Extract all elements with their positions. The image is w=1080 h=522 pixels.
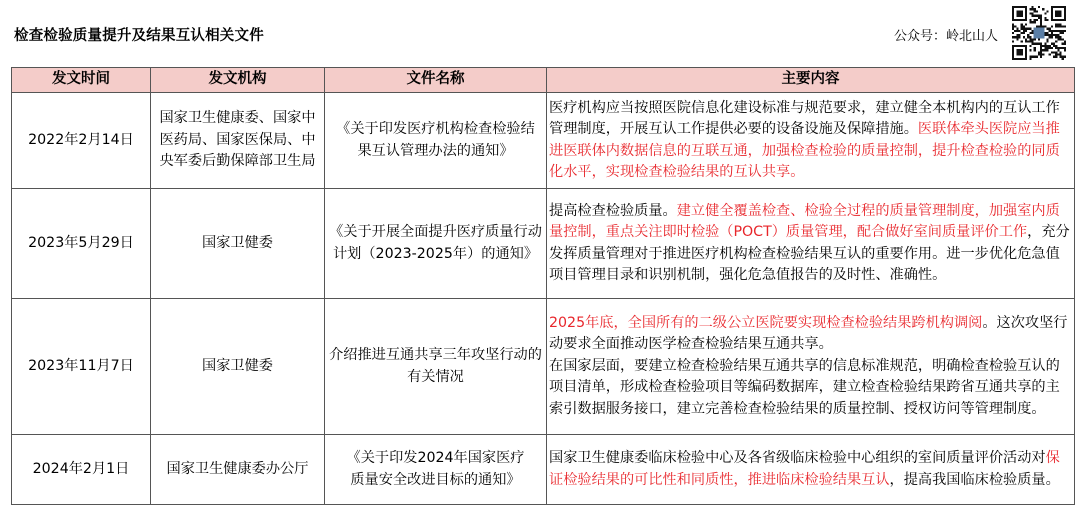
col-header-date: 发文时间 — [12, 68, 151, 93]
content-segment: 国家卫生健康委临床检验中心及各省级临床检验中心组织的室间质量评价活动对 — [549, 450, 1046, 466]
row-content — [547, 93, 1075, 189]
row-doc-name-text: 《关于印发医疗机构检查检验结果互认管理办法的通知》 — [336, 121, 535, 159]
content-segment: 在国家层面，要建立检查检验结果互通共享的信息标准规范，明确检查检验互认的项目清单，形成检查检验项目等编码数据库，建立检查检验结果跨省互通共享的主索引数据服务接口，建立完善检查检验结果的质量控制、授权访问等管理制度。 — [549, 357, 1060, 417]
page-title: 检查检验质量提升及结果互认相关文件 — [14, 28, 264, 44]
content-segment-highlight: 保证检验结果的可比性和同质性，推进临床检验结果互认 — [549, 450, 1060, 488]
table-row — [12, 299, 1075, 435]
row-date: 2024年2月1日 — [12, 435, 151, 505]
account-label: 公众号：岭北山人 — [893, 29, 998, 44]
table-row — [12, 93, 1075, 189]
row-org: 国家卫健委 — [151, 299, 325, 435]
row-content — [547, 435, 1075, 505]
row-doc-name — [325, 189, 547, 299]
row-content — [547, 299, 1075, 435]
row-content — [547, 189, 1075, 299]
row-org: 国家卫生健康委办公厅 — [151, 435, 325, 505]
content-segment: 。这次攻坚行动要求全面推动医学检查检验结果互通共享。 — [549, 314, 1068, 353]
table-header-row — [12, 68, 1075, 93]
table-row — [12, 189, 1075, 299]
row-doc-name — [325, 93, 547, 189]
qr-code-icon — [1012, 6, 1066, 60]
col-header-content: 主要内容 — [547, 68, 1075, 93]
row-org: 国家卫健委 — [151, 189, 325, 299]
row-date: 2022年2月14日 — [12, 93, 151, 189]
content-segment: ，充分发挥质量管理对于推进医疗机构检查检验结果互认的重要作用。进一步优化危急值项目管理目录和识别机制，强化危急值报告的及时性、准确性。 — [549, 224, 1070, 283]
row-org: 国家卫生健康委、国家中医药局、国家医保局、中央军委后勤保障部卫生局 — [151, 93, 325, 189]
content-paragraph — [549, 356, 1072, 421]
content-segment: 医疗机构应当按照医院信息化建设标准与规范要求，建立健全本机构内的互认工作管理制度，开展互认工作提供必要的设备设施及保障措施。 — [549, 99, 1060, 137]
row-doc-name-text: 《关于开展全面提升医疗质量行动计划（2023-2025年）的通知》 — [329, 224, 542, 262]
content-segment: 提高检查检验质量。 — [549, 202, 677, 219]
row-date: 2023年11月7日 — [12, 299, 151, 435]
row-doc-name — [325, 299, 547, 435]
row-doc-name-text: 《关于印发2024年国家医疗质量安全改进目标的通知》 — [346, 450, 525, 488]
row-doc-name — [325, 435, 547, 505]
col-header-org: 发文机构 — [151, 68, 325, 93]
content-paragraph — [549, 313, 1072, 356]
table-row — [12, 435, 1075, 505]
col-header-name: 文件名称 — [325, 68, 547, 93]
content-segment-highlight: 2025年底，全国所有的二级公立医院要实现检查检验结果跨机构调阅 — [549, 314, 983, 331]
content-segment: ，提高我国临床检验质量。 — [889, 471, 1060, 488]
row-doc-name-text: 介绍推进互通共享三年攻坚行动的有关情况 — [329, 347, 542, 385]
row-date: 2023年5月29日 — [12, 189, 151, 299]
content-segment-highlight: 医联体牵头医院应当推进医联体内数据信息的互联互通，加强检查检验的质量控制，提升检查检验的同质化水平，实现检查检验结果的互认共享。 — [549, 121, 1060, 180]
content-segment-highlight: 建立健全覆盖检查、检验全过程的质量管理制度，加强室内质量控制，重点关注即时检验（POCT）质量管理，配合做好室间质量评价工作 — [549, 202, 1060, 240]
documents-table — [11, 67, 1075, 505]
